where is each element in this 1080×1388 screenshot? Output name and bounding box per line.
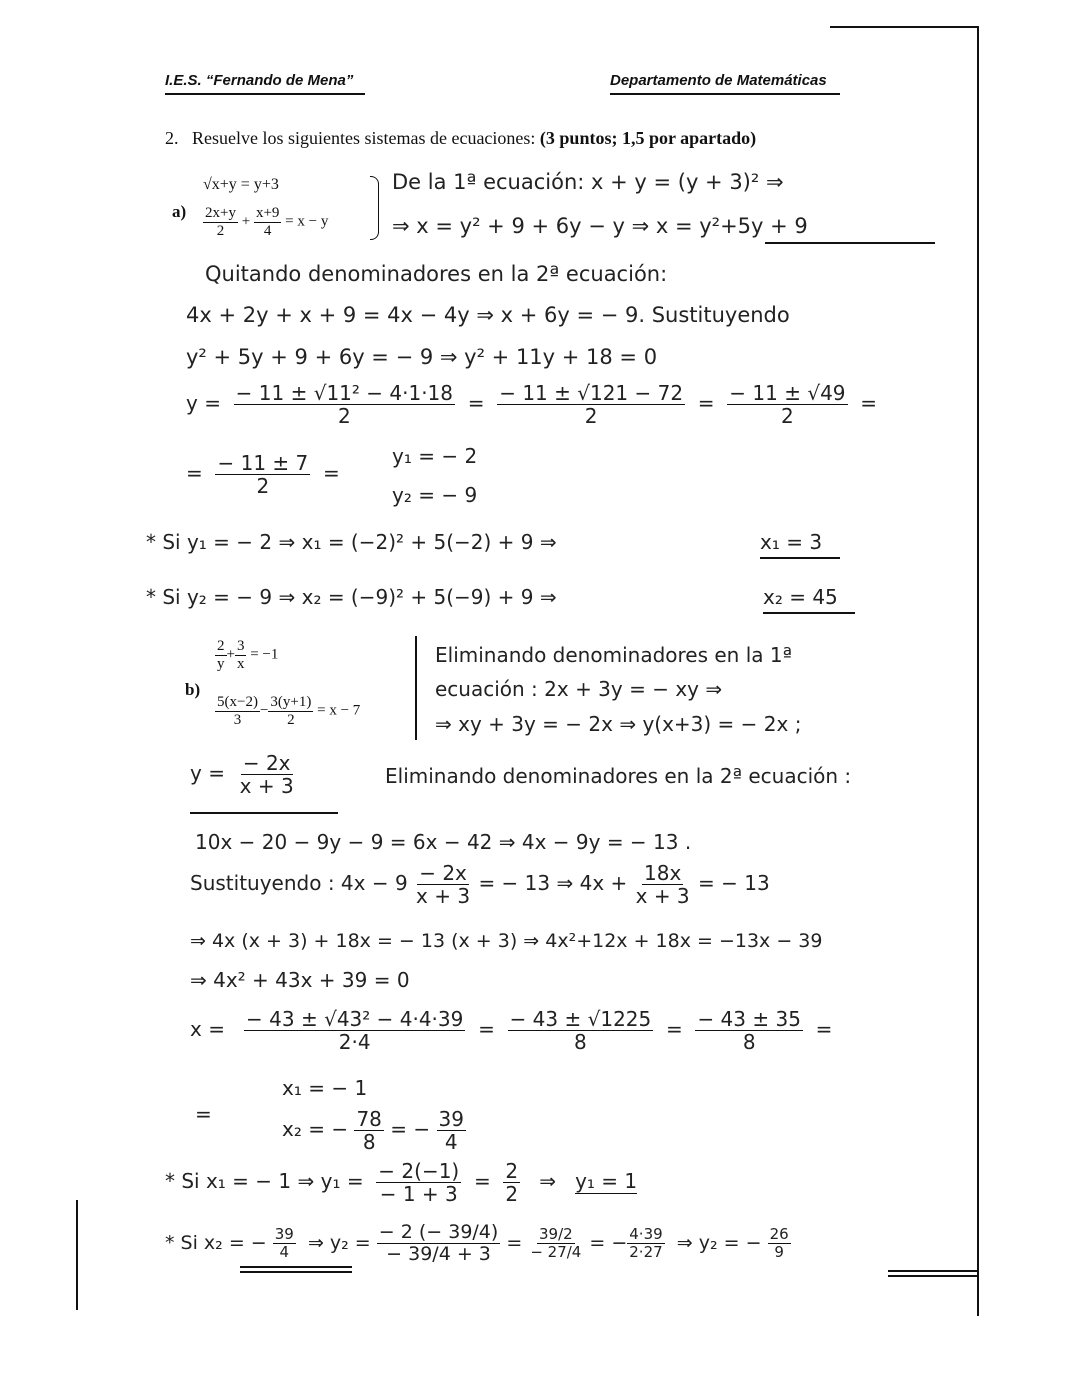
b-y-lhs: y = <box>190 761 225 785</box>
a-underline-x <box>765 242 935 244</box>
b-c2-underline-1 <box>240 1266 352 1268</box>
a-quadratic-2: = $\frac{- 11 \pm 7}{2}$ = <box>186 451 340 498</box>
eq2-num1: 2x+y <box>205 205 236 221</box>
part-b-eq1: $\frac{2}{y}$ + $\frac{3}{x}$ = −1 <box>217 638 279 672</box>
a-case2-result: x₂ = 45 <box>763 585 838 609</box>
b-y-den: x + 3 <box>239 774 294 798</box>
b-eq2-n2: 3(y+1) <box>270 694 312 710</box>
b-work-7: ⇒ 4x² + 43x + 39 = 0 <box>190 968 410 992</box>
b-subst-label: Sustituyendo : 4x − 9 <box>190 871 408 895</box>
a-case2-underline <box>763 612 855 614</box>
a-quad-num4: − 11 ± 7 <box>217 451 309 475</box>
b-work-5: 10x − 20 − 9y − 9 = 6x − 42 ⇒ 4x − 9y = − 13 . <box>195 830 692 854</box>
a-quad-num1: − 11 ± √11² − 4·1·18 <box>235 381 454 405</box>
b-c1-lhs: * Si x₁ = − 1 ⇒ y₁ = <box>165 1169 364 1193</box>
b-x2-den: 8 <box>362 1130 376 1154</box>
a-case1: * Si y₁ = − 2 ⇒ x₁ = (−2)² + 5(−2) + 9 ⇒ <box>146 530 557 554</box>
b-subst-rhs2: = − 13 <box>698 871 770 895</box>
b-work-6: ⇒ 4x (x + 3) + 18x = − 13 (x + 3) ⇒ 4x²+12x + 18x = −13x − 39 <box>190 930 823 952</box>
problem-points: (3 puntos; 1,5 por apartado) <box>539 128 757 148</box>
department-name: Departamento de Matemáticas <box>610 72 827 89</box>
b-eq1-n2: 3 <box>236 638 245 654</box>
problem-statement <box>165 128 756 149</box>
page-border-left <box>76 1200 78 1310</box>
b-work-2: ecuación : 2x + 3y = − xy ⇒ <box>435 677 723 701</box>
a-quad-lhs: y = <box>186 391 221 415</box>
b-eq1-d2: x <box>236 655 245 672</box>
a-y2: y₂ = − 9 <box>392 483 478 507</box>
b-eq2-rhs: = x − 7 <box>317 702 361 719</box>
b-x2-mid: = − <box>390 1117 431 1141</box>
b-c2-result-underline-2 <box>888 1275 978 1277</box>
eq2-rhs: = x − y <box>285 213 329 230</box>
b-quadratic: x = $\frac{\text{− 43 ± √43² − 4·4·39}}{2\cdot 4}$ = $\frac{- 43 \pm √1225}{8}$ = $\frac{- 43 \pm 35}{8}$ = <box>190 1007 833 1054</box>
b-x2-num: 78 <box>356 1107 382 1131</box>
b-x2-num2: 39 <box>438 1107 464 1131</box>
part-a-eq1: √x+y = y+3 <box>203 176 279 193</box>
a-case1-underline <box>760 557 840 559</box>
b-c2-num: − 2 (− 39/4) <box>378 1221 499 1243</box>
b-eq1-d1: y <box>217 655 225 672</box>
b-c1-result: y₁ = 1 <box>575 1169 638 1193</box>
b-c2-y: ⇒ y₂ = <box>307 1231 371 1254</box>
b-eq2-n1: 5(x−2) <box>217 694 258 710</box>
b-c2-result-lhs: ⇒ y₂ = − <box>676 1231 762 1254</box>
a-work-5: y² + 5y + 9 + 6y = − 9 ⇒ y² + 11y + 18 = 0 <box>186 345 658 369</box>
b-quad-den2: 8 <box>574 1030 587 1054</box>
a-work-3: Quitando denominadores en la 2ª ecuación: <box>205 262 668 286</box>
part-b-brace <box>415 636 417 740</box>
b-work-1: Eliminando denominadores en la 1ª <box>435 643 793 667</box>
b-quad-num2: − 43 ± √1225 <box>509 1007 652 1031</box>
b-y-expression <box>190 752 296 797</box>
b-quad-den1: 2·4 <box>338 1030 371 1054</box>
b-eq1-rhs: = −1 <box>250 646 279 663</box>
b-case1: * Si x₁ = − 1 ⇒ y₁ = $\frac{- 2(-1)}{- 1 + 3}$ = $\frac{2}{2}$ ⇒ y₁ = 1 <box>165 1159 638 1206</box>
b-c2-underline-2 <box>240 1271 352 1273</box>
b-x1: x₁ = − 1 <box>282 1076 368 1100</box>
b-c2-den2: − 27/4 <box>530 1242 582 1261</box>
b-eq1-n1: 2 <box>217 638 225 654</box>
page-border-top <box>830 26 978 28</box>
problem-text: Resuelve los siguientes sistemas de ecuaciones: <box>192 128 536 148</box>
b-quad-den3: 8 <box>742 1030 756 1054</box>
b-substitution <box>190 862 770 907</box>
b-work-4: Eliminando denominadores en la 2ª ecuación : <box>385 764 852 788</box>
b-x2-den2: 4 <box>444 1130 458 1154</box>
b-quad-num1: − 43 ± √43² − 4·4·39 <box>246 1007 464 1031</box>
a-quad-den2: 2 <box>584 404 598 428</box>
a-quad-den3: 2 <box>781 404 794 428</box>
b-x2 <box>282 1108 466 1153</box>
b-y-num: − 2x <box>242 751 291 775</box>
b-work-3: ⇒ xy + 3y = − 2x ⇒ y(x+3) = − 2x ; <box>435 712 802 736</box>
b-subst-den2: x + 3 <box>635 884 690 908</box>
b-c2-xn: 39 <box>274 1225 294 1244</box>
a-y1: y₁ = − 2 <box>392 444 478 468</box>
a-quadratic: y = $\frac{\text{− 11 ± √11² − 4·1·18}}{2}$ = $\frac{- 11 \pm √121 - 72}{2}$ = $\frac{- 11 \pm √49}{2}$ = <box>186 381 877 428</box>
problem-number: 2. <box>165 128 179 148</box>
header-line-left <box>165 93 365 95</box>
b-c2-den3: 2·27 <box>629 1242 663 1261</box>
a-quad-den4: 2 <box>256 474 270 498</box>
b-subst-num2: 18x <box>644 861 682 885</box>
a-case2: * Si y₂ = − 9 ⇒ x₂ = (−9)² + 5(−9) + 9 ⇒ <box>146 585 557 609</box>
b-c2-num3: 4·39 <box>629 1225 663 1244</box>
b-quad-num3: − 43 ± 35 <box>697 1007 801 1031</box>
part-b-label: b) <box>185 680 201 699</box>
b-subst-num: − 2x <box>419 861 467 885</box>
b-c2-rd: 9 <box>774 1242 784 1261</box>
header-line-right <box>610 93 840 95</box>
b-case2: * Si x₂ = − $\frac{39}{4}$ ⇒ y₂ = $\frac{- 2 (- 39/4)}{- 39/4 + 3}$ = $\frac{39/2}{- 27/4}$ = − $\frac{4\cdot 39}{2\cdot 27}$ ⇒ y₂ = − $\frac{26}{9}$ <box>165 1221 789 1265</box>
eq2-den1: 2 <box>216 222 225 239</box>
eq2-den2: 4 <box>263 222 272 239</box>
b-c1-num: − 2(−1) <box>378 1159 460 1183</box>
b-subst-den: x + 3 <box>416 884 471 908</box>
b-x2-lhs: x₂ = − <box>282 1117 349 1141</box>
eq2-plus: + <box>241 213 251 230</box>
a-work-1: De la 1ª ecuación: x + y = (y + 3)² ⇒ <box>392 170 784 194</box>
b-equals-branch: = <box>195 1102 212 1126</box>
school-name: I.E.S. “Fernando de Mena” <box>165 72 354 89</box>
b-c2-rn: 26 <box>769 1225 789 1244</box>
a-quad-num3: − 11 ± √49 <box>729 381 846 405</box>
b-c2-result-underline-1 <box>888 1270 978 1272</box>
b-quad-lhs: x = <box>190 1017 225 1041</box>
part-a-eq2 <box>203 205 328 239</box>
b-c1-den: − 1 + 3 <box>379 1182 458 1206</box>
b-c2-den: − 39/4 + 3 <box>386 1242 491 1265</box>
b-eq2-d1: 3 <box>233 711 242 728</box>
b-c2-lhs: * Si x₂ = − <box>165 1231 267 1254</box>
a-quad-den1: 2 <box>337 404 351 428</box>
page-border-right <box>977 26 979 1316</box>
b-subst-rhs: = − 13 ⇒ 4x + <box>478 871 628 895</box>
b-c1-num2: 2 <box>505 1159 519 1183</box>
part-a-label: a) <box>172 202 187 221</box>
b-eq2-d2: 2 <box>287 711 295 728</box>
a-quad-num2: − 11 ± √121 − 72 <box>499 381 684 405</box>
b-c2-num2: 39/2 <box>538 1225 573 1244</box>
eq2-num2: x+9 <box>255 205 280 221</box>
b-c2-xd: 4 <box>279 1242 290 1261</box>
b-y-underline <box>190 812 338 814</box>
a-case1-result: x₁ = 3 <box>760 530 823 554</box>
b-c1-den2: 2 <box>505 1182 519 1206</box>
part-b-eq2: $\frac{5(x-2)}{3}$ − $\frac{3(y+1)}{2}$ = x − 7 <box>217 694 361 728</box>
part-a-brace <box>370 176 379 240</box>
a-work-2: ⇒ x = y² + 9 + 6y − y ⇒ x = y²+5y + 9 <box>392 214 808 238</box>
a-work-4: 4x + 2y + x + 9 = 4x − 4y ⇒ x + 6y = − 9. Sustituyendo <box>186 303 790 327</box>
